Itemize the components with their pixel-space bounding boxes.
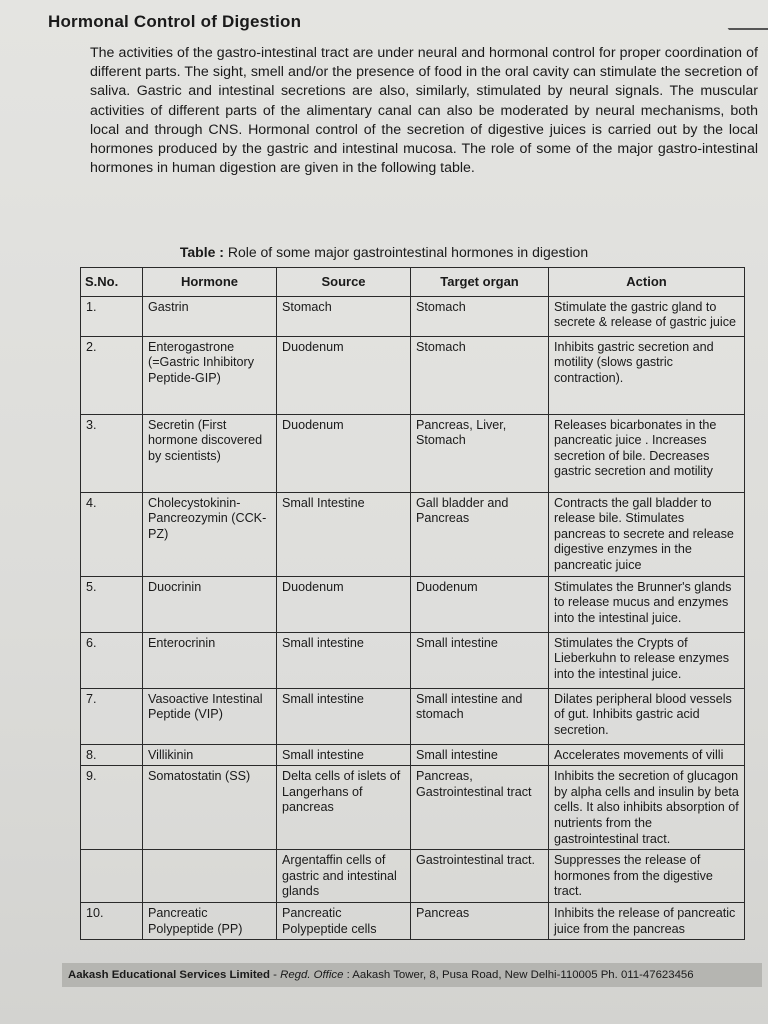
cell-source: Small intestine [277,688,411,744]
cell-action: Dilates peripheral blood vessels of gut. Inhibits gastric acid secretion. [549,688,745,744]
cell-sno: 6. [81,632,143,688]
cell-target: Stomach [411,336,549,414]
cell-source: Duodenum [277,576,411,632]
table-row [81,688,745,744]
table-caption-text: Role of some major gastrointestinal hormones in digestion [227,244,589,260]
cell-sno [81,850,143,903]
cell-target: Small intestine [411,744,549,766]
cell-target: Pancreas, Gastrointestinal tract [411,766,549,850]
cell-action: Accelerates movements of villi [549,744,745,766]
cell-hormone: Gastrin [143,296,277,336]
cell-hormone: Villikinin [143,744,277,766]
cell-sno: 2. [81,336,143,414]
cell-hormone: Secretin (First hormone discovered by scientists) [143,414,277,492]
cell-sno: 10. [81,902,143,939]
cell-action: Contracts the gall bladder to release bile. Stimulates pancreas to secrete and release digestive enzymes in the pancreatic juice [549,492,745,576]
cell-source: Stomach [277,296,411,336]
table-row [81,336,745,414]
cell-hormone: Pancreatic Polypeptide (PP) [143,902,277,939]
cell-source: Delta cells of islets of Langerhans of pancreas [277,766,411,850]
cell-target: Gall bladder and Pancreas [411,492,549,576]
footer-org: Aakash Educational Services Limited [68,969,270,981]
cell-source: Duodenum [277,414,411,492]
table-row [81,766,745,850]
cell-sno: 1. [81,296,143,336]
cell-target: Duodenum [411,576,549,632]
cell-action: Stimulate the gastric gland to secrete & release of gastric juice [549,296,745,336]
cell-target: Small intestine and stomach [411,688,549,744]
cell-sno: 4. [81,492,143,576]
cell-source: Duodenum [277,336,411,414]
table-row [81,744,745,766]
footer-office-label: Regd. Office [280,969,344,981]
cell-hormone: Enterogastrone (=Gastric Inhibitory Peptide-GIP) [143,336,277,414]
cell-action: Inhibits gastric secretion and motility (slows gastric contraction). [549,336,745,414]
cell-hormone [143,850,277,903]
cell-action: Releases bicarbonates in the pancreatic juice . Increases secretion of bile. Decreases gastric secretion and motility [549,414,745,492]
footer-address: : Aakash Tower, 8, Pusa Road, New Delhi-110005 Ph. 011-47623456 [346,969,694,981]
cell-source: Pancreatic Polypeptide cells [277,902,411,939]
cell-hormone: Cholecystokinin-Pancreozymin (CCK-PZ) [143,492,277,576]
cell-target: Gastrointestinal tract. [411,850,549,903]
header-target-organ: Target organ [411,268,549,297]
table-row [81,414,745,492]
cell-target: Small intestine [411,632,549,688]
cell-source: Small Intestine [277,492,411,576]
cell-target: Pancreas [411,902,549,939]
table-row [81,492,745,576]
cell-hormone: Enterocrinin [143,632,277,688]
cell-sno: 5. [81,576,143,632]
cell-action: Inhibits the release of pancreatic juice from the pancreas [549,902,745,939]
header-hormone: Hormone [143,268,277,297]
table-row [81,632,745,688]
cell-sno: 7. [81,688,143,744]
publisher-footer [62,963,762,987]
page-corner-decoration [708,0,768,30]
table-row [81,902,745,939]
cell-target: Pancreas, Liver, Stomach [411,414,549,492]
cell-source: Argentaffin cells of gastric and intestinal glands [277,850,411,903]
header-source: Source [277,268,411,297]
table-caption-prefix: Table : [179,244,224,260]
table-header-row [81,268,745,297]
cell-source: Small intestine [277,632,411,688]
table-row [81,850,745,903]
cell-action: Stimulates the Brunner's glands to release mucus and enzymes into the intestinal juice. [549,576,745,632]
cell-hormone: Somatostatin (SS) [143,766,277,850]
cell-source: Small intestine [277,744,411,766]
cell-hormone: Duocrinin [143,576,277,632]
header-sno: S.No. [81,268,143,297]
cell-action: Inhibits the secretion of glucagon by alpha cells and insulin by beta cells. It also inhibits absorption of nutrients from the gastrointestinal tract. [549,766,745,850]
header-action: Action [549,268,745,297]
cell-sno: 9. [81,766,143,850]
cell-hormone: Vasoactive Intestinal Peptide (VIP) [143,688,277,744]
intro-paragraph: The activities of the gastro-intestinal tract are under neural and hormonal control for proper coordination of different parts. The sight, smell and/or the presence of food in the oral cavity can stimulate the secretion of saliva. Gastric and intestinal secretions are also, similarly, stimulated by neural signals. The muscular activities of different parts of the alimentary canal can also be moderated by neural mechanisms, both local and through CNS. Hormonal control of the secretion of digestive juices is carried out by the local hormones produced by the gastric and intestinal mucosa. The role of some of the major gastro-intestinal hormones in human digestion are given in the following table. [90,45,758,177]
table-caption [0,244,768,260]
section-heading: Hormonal Control of Digestion [48,12,302,31]
footer-separator: - [273,969,281,981]
cell-action: Stimulates the Crypts of Lieberkuhn to release enzymes into the intestinal juice. [549,632,745,688]
cell-sno: 3. [81,414,143,492]
cell-action: Suppresses the release of hormones from the digestive tract. [549,850,745,903]
hormones-table [80,267,745,940]
table-row [81,576,745,632]
cell-target: Stomach [411,296,549,336]
cell-sno: 8. [81,744,143,766]
table-row [81,296,745,336]
